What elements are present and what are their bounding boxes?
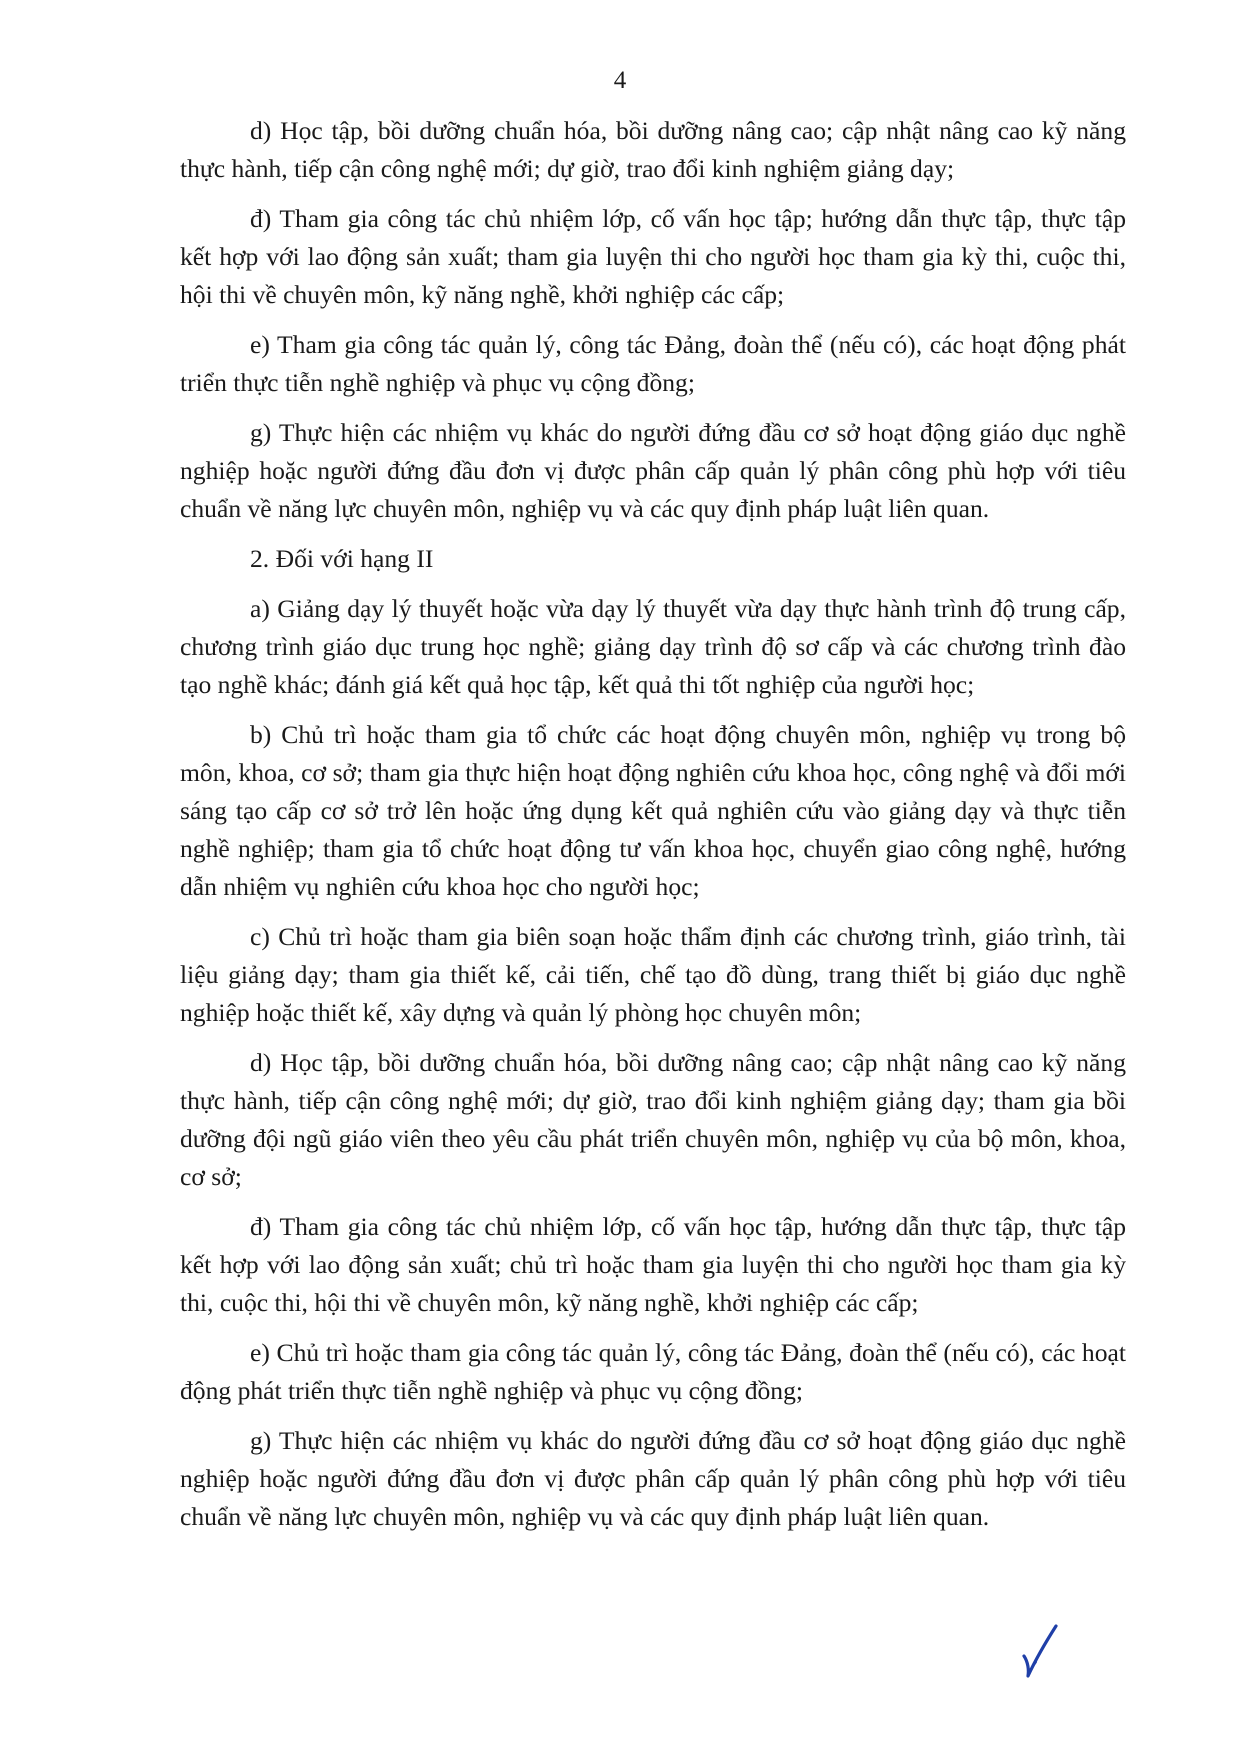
section-heading-rank-ii: 2. Đối với hạng II <box>250 544 434 573</box>
paragraph-iii-g: g) Thực hiện các nhiệm vụ khác do người đứng đầu cơ sở hoạt động giáo dục nghề nghiệp hoặc người đứng đầu đơn vị được phân cấp quản lý phân công phù hợp với tiêu chuẩn về năng lực chuyên môn, nghiệp vụ và các quy định pháp luật liên quan. <box>180 418 1126 523</box>
paragraph-iii-dd: đ) Tham gia công tác chủ nhiệm lớp, cố vấn học tập; hướng dẫn thực tập, thực tập kết hợp với lao động sản xuất; tham gia luyện thi cho người học tham gia kỳ thi, cuộc thi, hội thi về chuyên môn, kỹ năng nghề, khởi nghiệp các cấp; <box>180 204 1126 309</box>
paragraph-ii-g: g) Thực hiện các nhiệm vụ khác do người đứng đầu cơ sở hoạt động giáo dục nghề nghiệp hoặc người đứng đầu đơn vị được phân cấp quản lý phân công phù hợp với tiêu chuẩn về năng lực chuyên môn, nghiệp vụ và các quy định pháp luật liên quan. <box>180 1426 1126 1531</box>
paragraph-ii-d: d) Học tập, bồi dưỡng chuẩn hóa, bồi dưỡng nâng cao; cập nhật nâng cao kỹ năng thực hành, tiếp cận công nghệ mới; dự giờ, trao đổi kinh nghiệm giảng dạy; tham gia bồi dưỡng đội ngũ giáo viên theo yêu cầu phát triển chuyên môn, nghiệp vụ của bộ môn, khoa, cơ sở; <box>180 1048 1126 1191</box>
initial-mark-icon <box>1018 1618 1062 1682</box>
page-number: 4 <box>613 67 627 94</box>
paragraph-ii-b: b) Chủ trì hoặc tham gia tổ chức các hoạt động chuyên môn, nghiệp vụ trong bộ môn, khoa, cơ sở; tham gia thực hiện hoạt động nghiên cứu khoa học, công nghệ và đổi mới sáng tạo cấp cơ sở trở lên hoặc ứng dụng kết quả nghiên cứu vào giảng dạy và thực tiễn nghề nghiệp; tham gia tổ chức hoạt động tư vấn khoa học, chuyển giao công nghệ, hướng dẫn nhiệm vụ nghiên cứu khoa học cho người học; <box>180 720 1126 901</box>
paragraph-iii-d: d) Học tập, bồi dưỡng chuẩn hóa, bồi dưỡng nâng cao; cập nhật nâng cao kỹ năng thực hành, tiếp cận công nghệ mới; dự giờ, trao đổi kinh nghiệm giảng dạy; <box>180 116 1126 183</box>
paragraph-ii-dd: đ) Tham gia công tác chủ nhiệm lớp, cố vấn học tập, hướng dẫn thực tập, thực tập kết hợp với lao động sản xuất; chủ trì hoặc tham gia luyện thi cho người học tham gia kỳ thi, cuộc thi, hội thi về chuyên môn, kỹ năng nghề, khởi nghiệp các cấp; <box>180 1212 1126 1317</box>
paragraph-iii-e: e) Tham gia công tác quản lý, công tác Đảng, đoàn thể (nếu có), các hoạt động phát triển thực tiễn nghề nghiệp và phục vụ cộng đồng; <box>180 330 1126 397</box>
document-body <box>180 112 1126 1548</box>
paragraph-ii-e: e) Chủ trì hoặc tham gia công tác quản lý, công tác Đảng, đoàn thể (nếu có), các hoạt động phát triển thực tiễn nghề nghiệp và phục vụ cộng đồng; <box>180 1338 1126 1405</box>
paragraph-ii-c: c) Chủ trì hoặc tham gia biên soạn hoặc thẩm định các chương trình, giáo trình, tài liệu giảng dạy; tham gia thiết kế, cải tiến, chế tạo đồ dùng, trang thiết bị giáo dục nghề nghiệp hoặc thiết kế, xây dựng và quản lý phòng học chuyên môn; <box>180 922 1126 1027</box>
paragraph-ii-a: a) Giảng dạy lý thuyết hoặc vừa dạy lý thuyết vừa dạy thực hành trình độ trung cấp, chương trình giáo dục trung học nghề; giảng dạy trình độ sơ cấp và các chương trình đào tạo nghề khác; đánh giá kết quả học tập, kết quả thi tốt nghiệp của người học; <box>180 594 1126 699</box>
